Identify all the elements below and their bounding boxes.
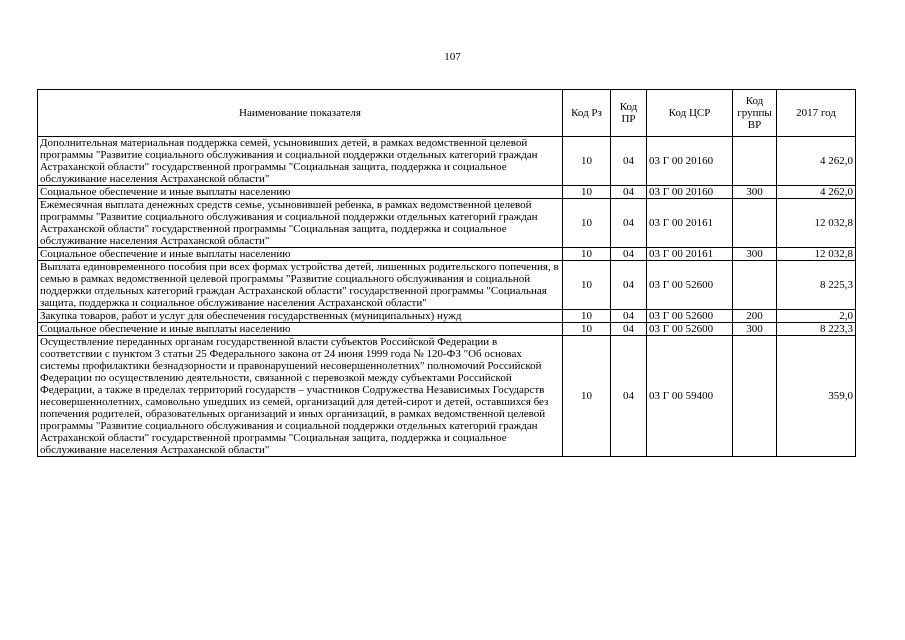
row-csr: 03 Г 00 52600 [647,310,733,323]
row-name: Ежемесячная выплата денежных средств семье, усыновившей ребенка, в рамках ведомственной целевой программы "Развитие социального обслуживания и социальной поддержки отдельных категорий граждан Астраханской области" государственной программы "Социальная защита, поддержка и социальное обслуживание населения Астраханской области" [38,199,563,248]
row-csr: 03 Г 00 52600 [647,261,733,310]
row-csr: 03 Г 00 20160 [647,137,733,186]
row-vr: 300 [733,186,777,199]
row-name: Социальное обеспечение и иные выплаты населению [38,248,563,261]
row-pr: 04 [611,336,647,457]
row-pr: 04 [611,323,647,336]
row-csr: 03 Г 00 52600 [647,323,733,336]
row-pr: 04 [611,137,647,186]
row-csr: 03 Г 00 20161 [647,248,733,261]
row-csr: 03 Г 00 20161 [647,199,733,248]
row-amount: 359,0 [777,336,856,457]
table-header-row [38,90,856,137]
row-amount: 12 032,8 [777,199,856,248]
row-vr [733,336,777,457]
table-row [38,199,856,248]
header-name: Наименование показателя [38,90,563,137]
header-rz: Код Рз [563,90,611,137]
header-csr: Код ЦСР [647,90,733,137]
row-pr: 04 [611,248,647,261]
row-vr: 200 [733,310,777,323]
table-row [38,248,856,261]
row-pr: 04 [611,186,647,199]
row-pr: 04 [611,310,647,323]
row-amount: 8 223,3 [777,323,856,336]
row-vr: 300 [733,248,777,261]
row-name: Социальное обеспечение и иные выплаты населению [38,186,563,199]
table-row [38,137,856,186]
row-amount: 8 225,3 [777,261,856,310]
table-row [38,186,856,199]
row-rz: 10 [563,248,611,261]
row-pr: 04 [611,199,647,248]
row-amount: 4 262,0 [777,137,856,186]
row-name: Осуществление переданных органам государственной власти субъектов Российской Федерации в соответствии с пунктом 3 статьи 25 Федерального закона от 24 июня 1999 года № 120-ФЗ "Об основах системы профилактики безнадзорности и правонарушений несовершеннолетних" полномочий Российской Федерации по осуществлению деятельности, связанной с перевозкой между субъектами Российской Федерации, а также в пределах территорий государств – участников Содружества Независимых Государств несовершеннолетних, самовольно ушедших из семей, организаций для детей-сирот и детей, оставшихся без попечения родителей, образовательных организаций и иных организаций, в рамках ведомственной целевой программы "Развитие социального обслуживания и социальной поддержки отдельных категорий граждан Астраханской области" государственной программы "Социальная защита, поддержка и социальное обслуживание населения Астраханской области" [38,336,563,457]
table-row [38,336,856,457]
row-vr [733,261,777,310]
row-rz: 10 [563,310,611,323]
table-row [38,323,856,336]
row-rz: 10 [563,199,611,248]
header-year: 2017 год [777,90,856,137]
row-name: Закупка товаров, работ и услуг для обеспечения государственных (муниципальных) нужд [38,310,563,323]
row-amount: 12 032,8 [777,248,856,261]
row-vr [733,199,777,248]
page-number: 107 [444,51,461,63]
row-csr: 03 Г 00 59400 [647,336,733,457]
row-vr [733,137,777,186]
row-rz: 10 [563,336,611,457]
row-amount: 4 262,0 [777,186,856,199]
row-rz: 10 [563,261,611,310]
row-csr: 03 Г 00 20160 [647,186,733,199]
row-vr: 300 [733,323,777,336]
row-rz: 10 [563,137,611,186]
row-amount: 2,0 [777,310,856,323]
header-pr: Код ПР [611,90,647,137]
row-name: Дополнительная материальная поддержка семей, усыновивших детей, в рамках ведомственной целевой программы "Развитие социального обслуживания и социальной поддержки отдельных категорий граждан Астраханской области" государственной программы "Социальная защита, поддержка и социальное обслуживание населения Астраханской области" [38,137,563,186]
row-name: Выплата единовременного пособия при всех формах устройства детей, лишенных родительского попечения, в семью в рамках ведомственной целевой программы "Развитие социального обслуживания и социальной поддержки отдельных категорий граждан Астраханской области" государственной программы "Социальная защита, поддержка и социальное обслуживание населения Астраханской области" [38,261,563,310]
table-row [38,261,856,310]
budget-table [37,89,856,457]
row-name: Социальное обеспечение и иные выплаты населению [38,323,563,336]
row-rz: 10 [563,323,611,336]
row-rz: 10 [563,186,611,199]
table-row [38,310,856,323]
row-pr: 04 [611,261,647,310]
header-vr: Код группы ВР [733,90,777,137]
